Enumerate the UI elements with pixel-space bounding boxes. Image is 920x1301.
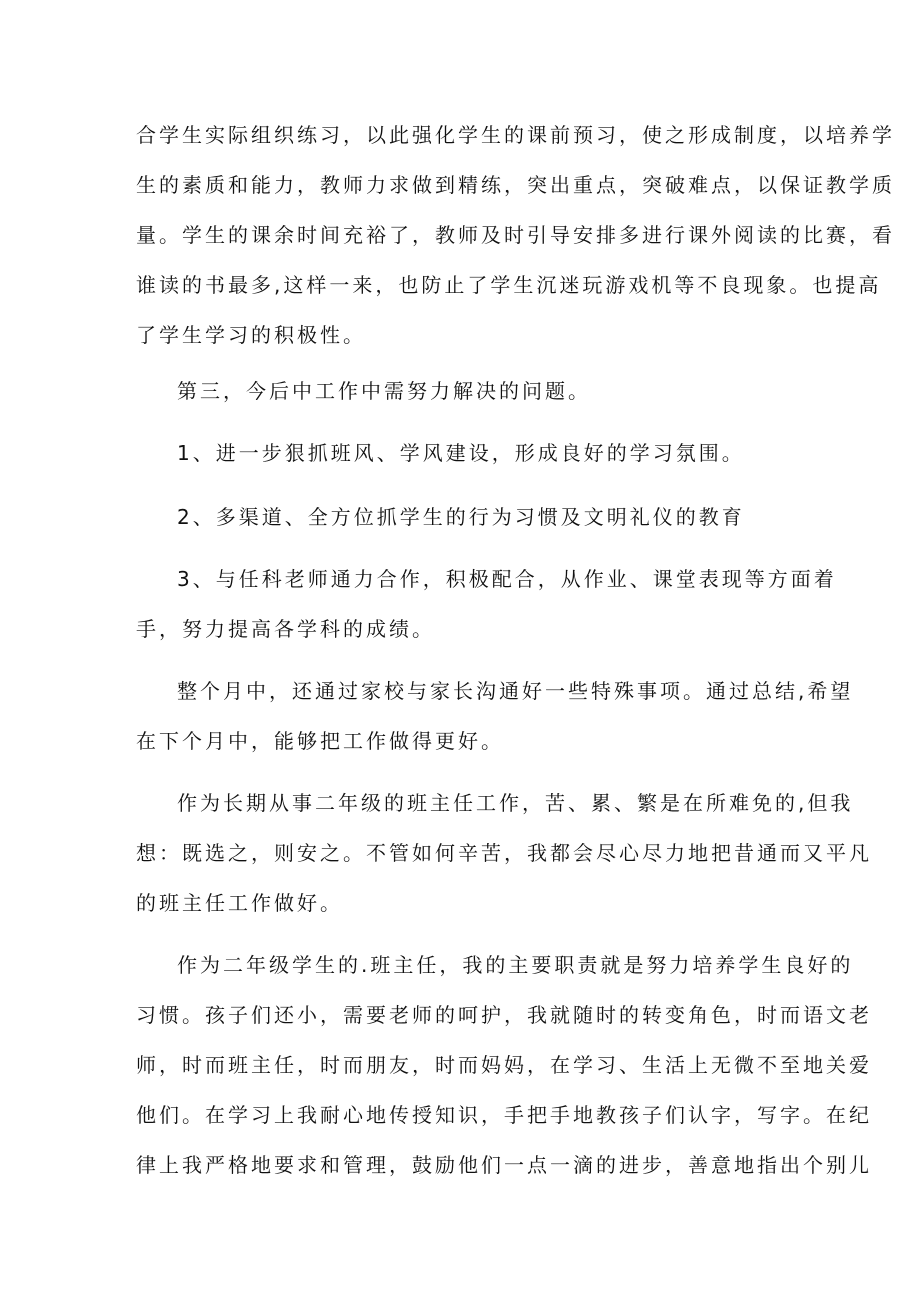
text-line-1: 合学生实际组织练习，以此强化学生的课前预习，使之形成制度，以培养学	[136, 123, 895, 147]
text-line-19: 他们。在学习上我耐心地传授知识，手把手地教孩子们认字，写字。在纪	[136, 1103, 872, 1127]
text-line-17: 习惯。孩子们还小，需要老师的呵护，我就随时的转变角色，时而语文老	[136, 1003, 872, 1027]
text-line-5: 了学生学习的积极性。	[136, 323, 366, 347]
text-line-11: 整个月中，还通过家校与家长沟通好一些特殊事项。通过总结,希望	[177, 679, 854, 703]
text-line-10: 手，努力提高各学科的成绩。	[136, 617, 435, 641]
text-line-2: 生的素质和能力，教师力求做到精练，突出重点，突破难点，以保证教学质	[136, 173, 895, 197]
text-line-12: 在下个月中，能够把工作做得更好。	[136, 729, 504, 753]
text-line-9: 3、与任科老师通力合作，积极配合，从作业、课堂表现等方面着	[177, 567, 837, 591]
text-line-13: 作为长期从事二年级的班主任工作，苦、累、繁是在所难免的,但我	[177, 791, 854, 815]
text-line-6: 第三，今后中工作中需努力解决的问题。	[177, 379, 591, 403]
text-line-4: 谁读的书最多,这样一来，也防止了学生沉迷玩游戏机等不良现象。也提高	[136, 273, 882, 297]
text-line-18: 师，时而班主任，时而朋友，时而妈妈，在学习、生活上无微不至地关爱	[136, 1053, 872, 1077]
text-line-7: 1、进一步狠抓班风、学风建设，形成良好的学习氛围。	[177, 441, 745, 465]
text-line-15: 的班主任工作做好。	[136, 891, 343, 915]
text-line-14: 想：既选之，则安之。不管如何辛苦，我都会尽心尽力地把昔通而又平凡	[136, 841, 872, 865]
text-line-8: 2、多渠道、全方位抓学生的行为习惯及文明礼仪的教育	[177, 505, 745, 529]
text-line-20: 律上我严格地要求和管理，鼓励他们一点一滴的进步，善意地指出个别儿	[136, 1153, 872, 1177]
text-line-16: 作为二年级学生的.班主任，我的主要职责就是努力培养学生良好的	[177, 953, 854, 977]
text-line-3: 量。学生的课余时间充裕了，教师及时引导安排多进行课外阅读的比赛，看	[136, 223, 895, 247]
